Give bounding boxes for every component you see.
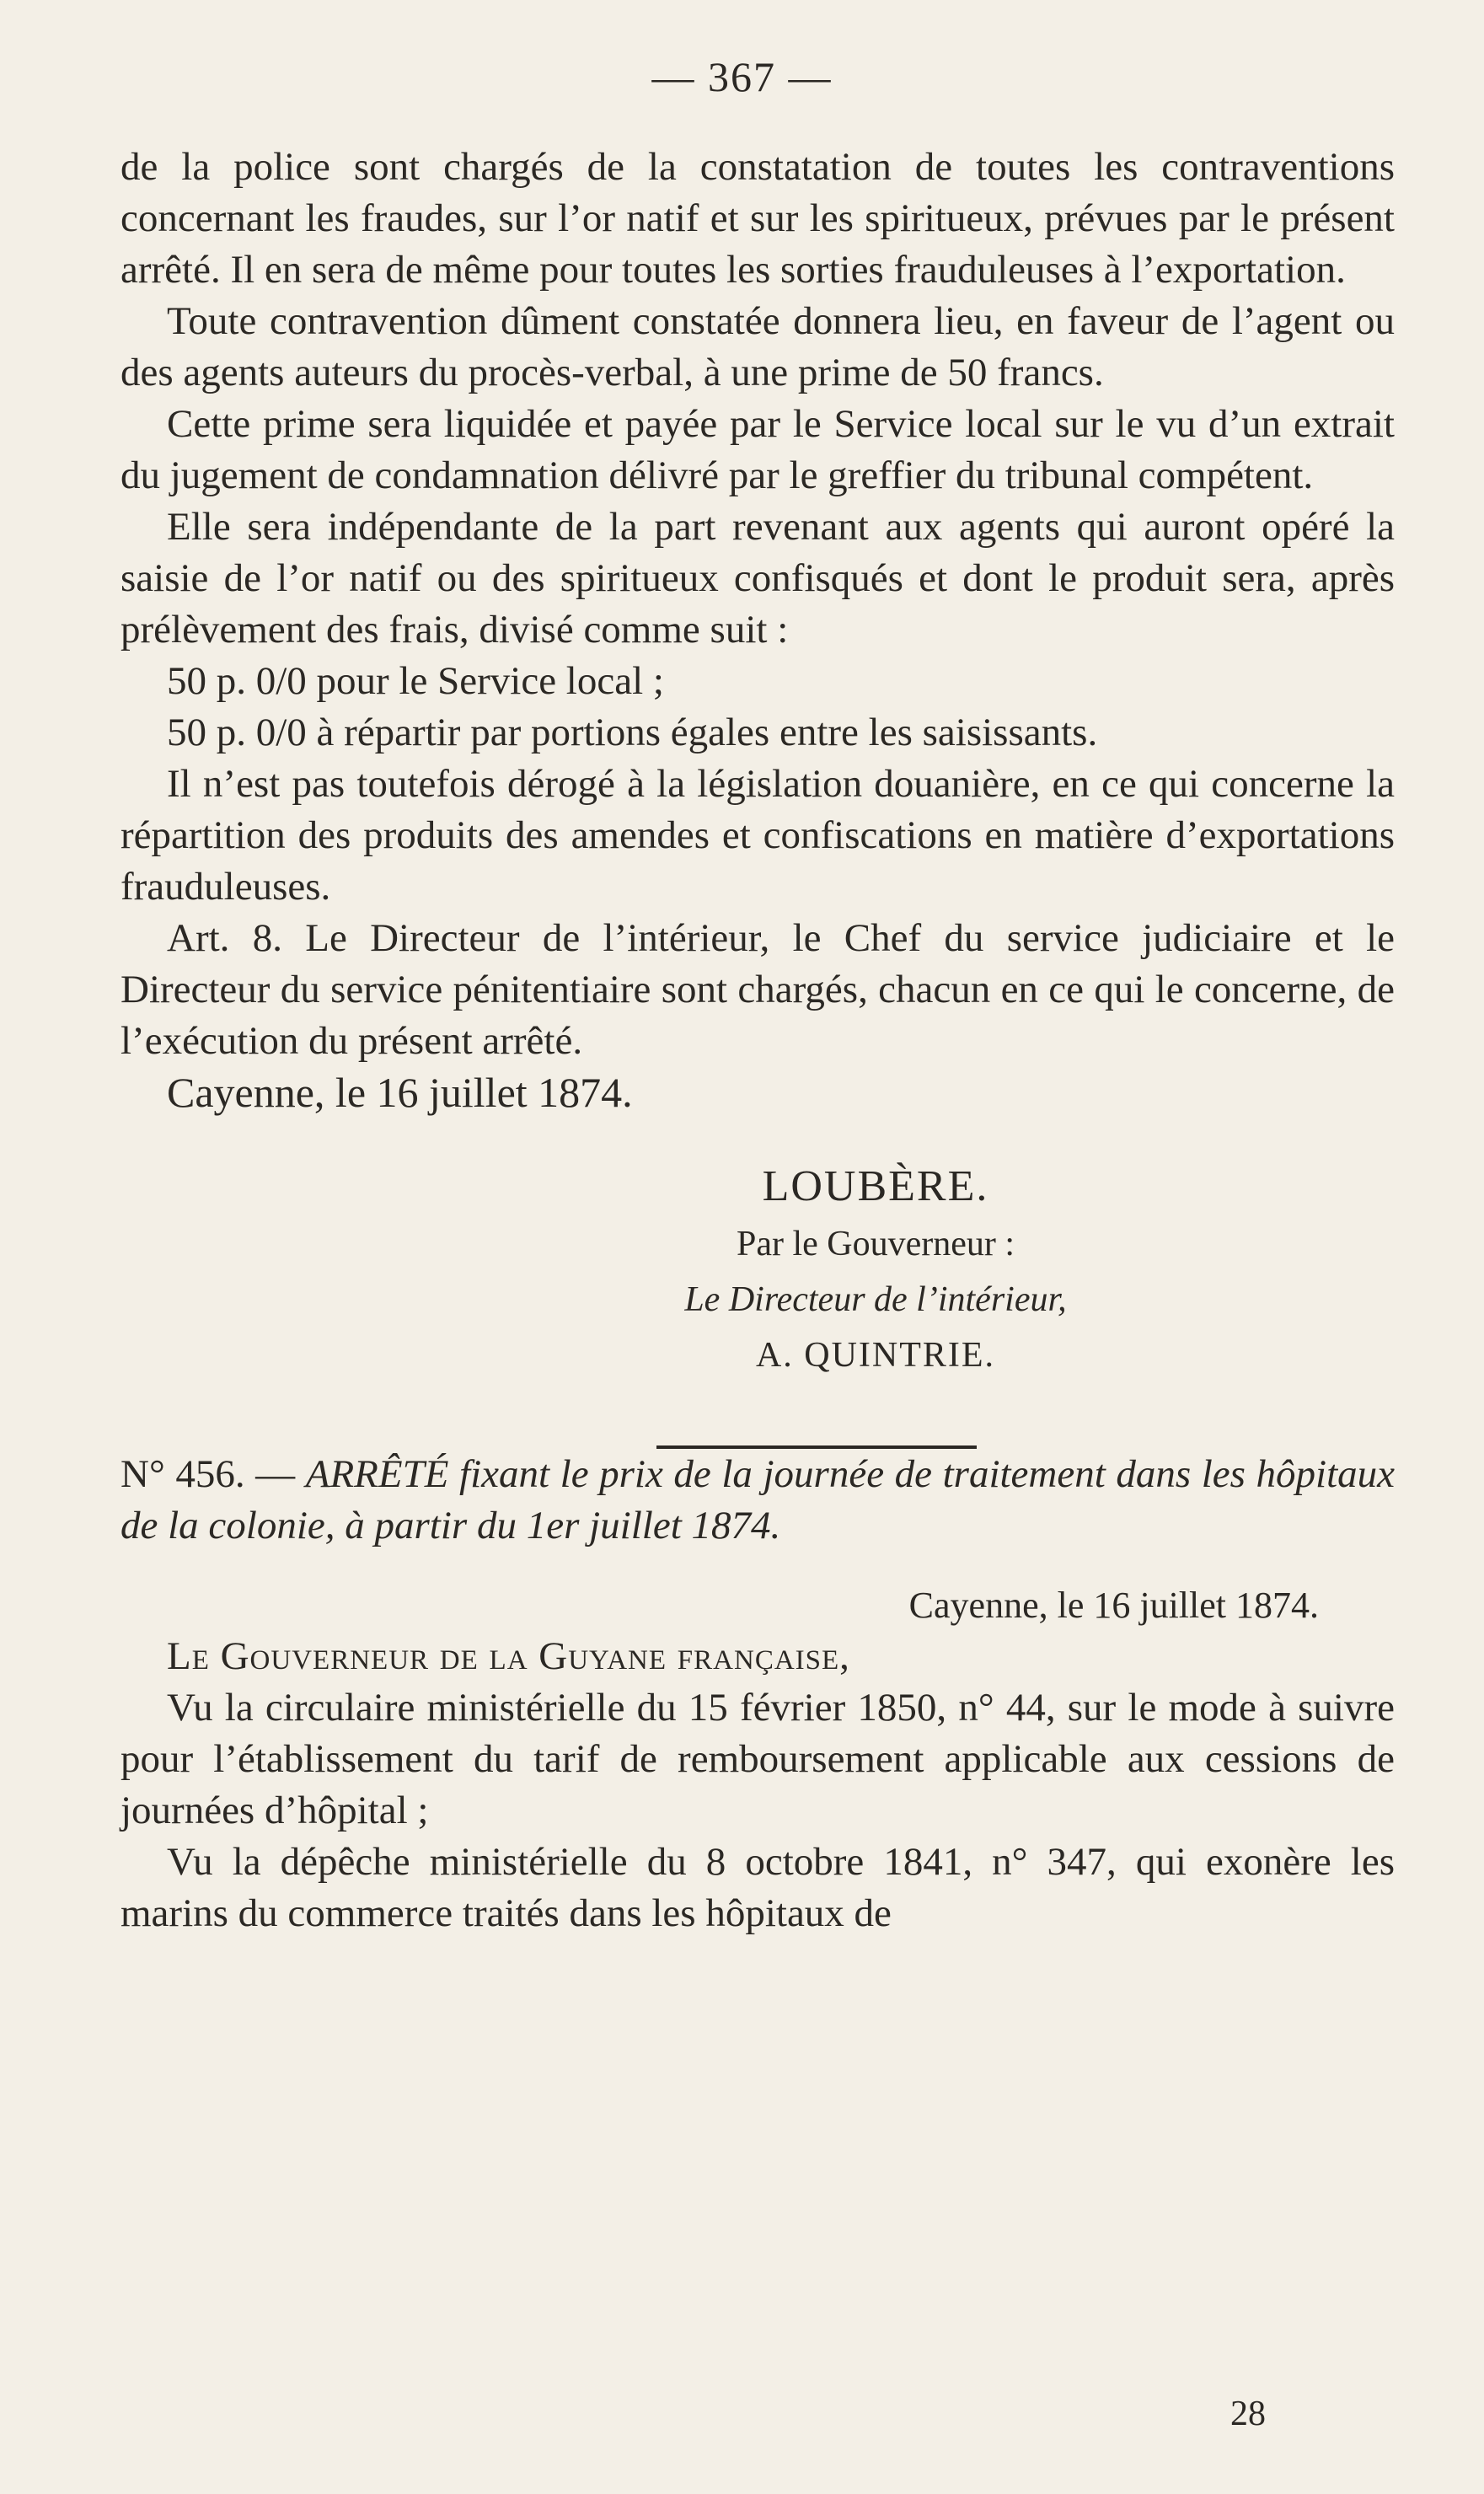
decree-title: ARRÊTÉ fixant le prix de la journée de traitement dans les hôpitaux de la colonie, à partir du 1er juillet 1874. bbox=[121, 1452, 1395, 1547]
paragraph: Il n’est pas toutefois dérogé à la législation douanière, en ce qui concerne la répartition des produits des amendes et confiscations en matière d’exportations frauduleuses. bbox=[121, 762, 1395, 909]
signature-title: Le Directeur de l’intérieur, bbox=[684, 1280, 1067, 1319]
consideration: Vu la dépêche ministérielle du 8 octobre 1841, n° 347, qui exonère les marins du commerce traités dans les hôpitaux de bbox=[121, 1840, 1395, 1935]
signature-by: Par le Gouverneur : bbox=[736, 1225, 1015, 1263]
page-number: — 367 — bbox=[651, 53, 833, 100]
signature-name: LOUBÈRE. bbox=[762, 1162, 989, 1210]
date-line: Cayenne, le 16 juillet 1874. bbox=[167, 1069, 633, 1116]
decree-number: N° 456. — bbox=[121, 1452, 296, 1496]
paragraph: Toute contravention dûment constatée donnera lieu, en faveur de l’agent ou des agents auteurs du procès-verbal, à une prime de 50 francs. bbox=[121, 299, 1395, 394]
signature-mark: 28 bbox=[1230, 2395, 1266, 2433]
signature-block bbox=[356, 1157, 1395, 1383]
signature-signer: A. QUINTRIE. bbox=[755, 1336, 996, 1375]
decree-heading bbox=[121, 1449, 1395, 1552]
paragraph: 50 p. 0/0 à répartir par portions égales entre les saisissants. bbox=[167, 711, 1098, 754]
paragraph: Cette prime sera liquidée et payée par le Service local sur le vu d’un extrait du jugement de condamnation délivré par le greffier du tribunal compétent. bbox=[121, 402, 1395, 497]
governor-line: Le Gouverneur de la Guyane française, bbox=[167, 1634, 850, 1678]
decree-date: Cayenne, le 16 juillet 1874. bbox=[908, 1585, 1319, 1626]
body-text bbox=[121, 142, 1395, 1939]
paragraph: Elle sera indépendante de la part revenant aux agents qui auront opéré la saisie de l’or natif ou des spiritueux confisqués et dont le produit sera, après prélèvement des frais, divisé comme suit : bbox=[121, 505, 1395, 652]
paragraph: de la police sont chargés de la constatation de toutes les contraventions concernant les fraudes, sur l’or natif et sur les spiritueux, prévues par le présent arrêté. Il en sera de même pour toutes les sorties frauduleuses à l’exportation. bbox=[121, 145, 1395, 292]
paragraph: 50 p. 0/0 pour le Service local ; bbox=[167, 659, 664, 703]
section-divider bbox=[656, 1445, 977, 1449]
consideration: Vu la circulaire ministérielle du 15 février 1850, n° 44, sur le mode à suivre pour l’établissement du tarif de remboursement applicable aux cessions de journées d’hôpital ; bbox=[121, 1686, 1395, 1832]
paragraph: Art. 8. Le Directeur de l’intérieur, le Chef du service judiciaire et le Directeur du service pénitentiaire sont chargés, chacun en ce qui le concerne, de l’exécution du présent arrêté. bbox=[121, 916, 1395, 1063]
